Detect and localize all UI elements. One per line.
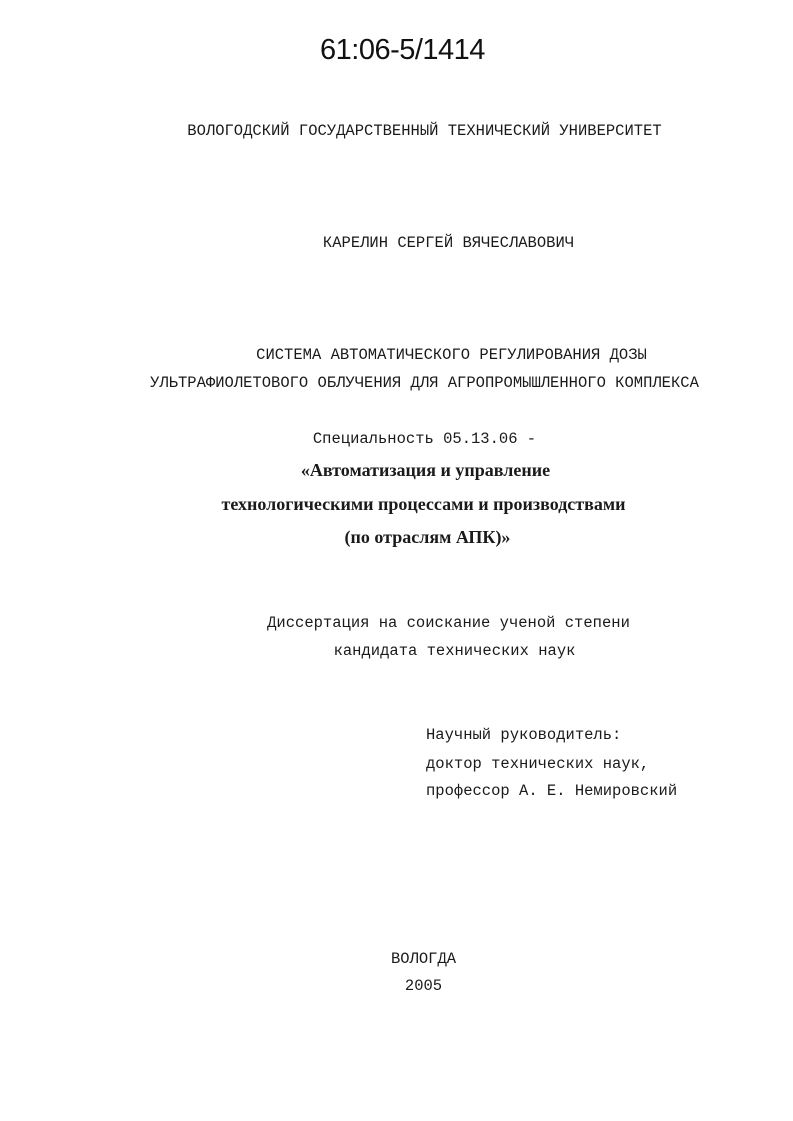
specialty-label: Специальность 05.13.06 - — [312, 430, 537, 448]
supervisor-name: профессор А. Е. Немировский — [426, 782, 678, 800]
degree-line-1: Диссертация на соискание ученой степени — [267, 614, 630, 632]
year: 2005 — [404, 977, 443, 995]
specialty-name-line-3: (по отраслям АПК)» — [344, 527, 511, 547]
supervisor-label: Научный руководитель: — [426, 726, 622, 744]
archive-code-handwritten: 61:06-5/1414 — [320, 34, 485, 66]
degree-line-2: кандидата технических наук — [333, 642, 576, 660]
author-name: КАРЕЛИН СЕРГЕЙ ВЯЧЕСЛАВОВИЧ — [322, 234, 575, 252]
city: ВОЛОГДА — [390, 950, 457, 968]
supervisor-degree: доктор технических наук, — [426, 755, 650, 773]
specialty-name-line-1: «Автоматизация и управление — [300, 460, 551, 480]
thesis-title-line-2: УЛЬТРАФИОЛЕТОВОГО ОБЛУЧЕНИЯ ДЛЯ АГРОПРОМЫШЛЕННОГО КОМПЛЕКСА — [150, 374, 699, 392]
university-name: ВОЛОГОДСКИЙ ГОСУДАРСТВЕННЫЙ ТЕХНИЧЕСКИЙ УНИВЕРСИТЕТ — [187, 122, 662, 140]
thesis-title-line-1: СИСТЕМА АВТОМАТИЧЕСКОГО РЕГУЛИРОВАНИЯ ДОЗЫ — [256, 346, 647, 364]
specialty-name-line-2: технологическими процессами и производствами — [221, 494, 626, 514]
